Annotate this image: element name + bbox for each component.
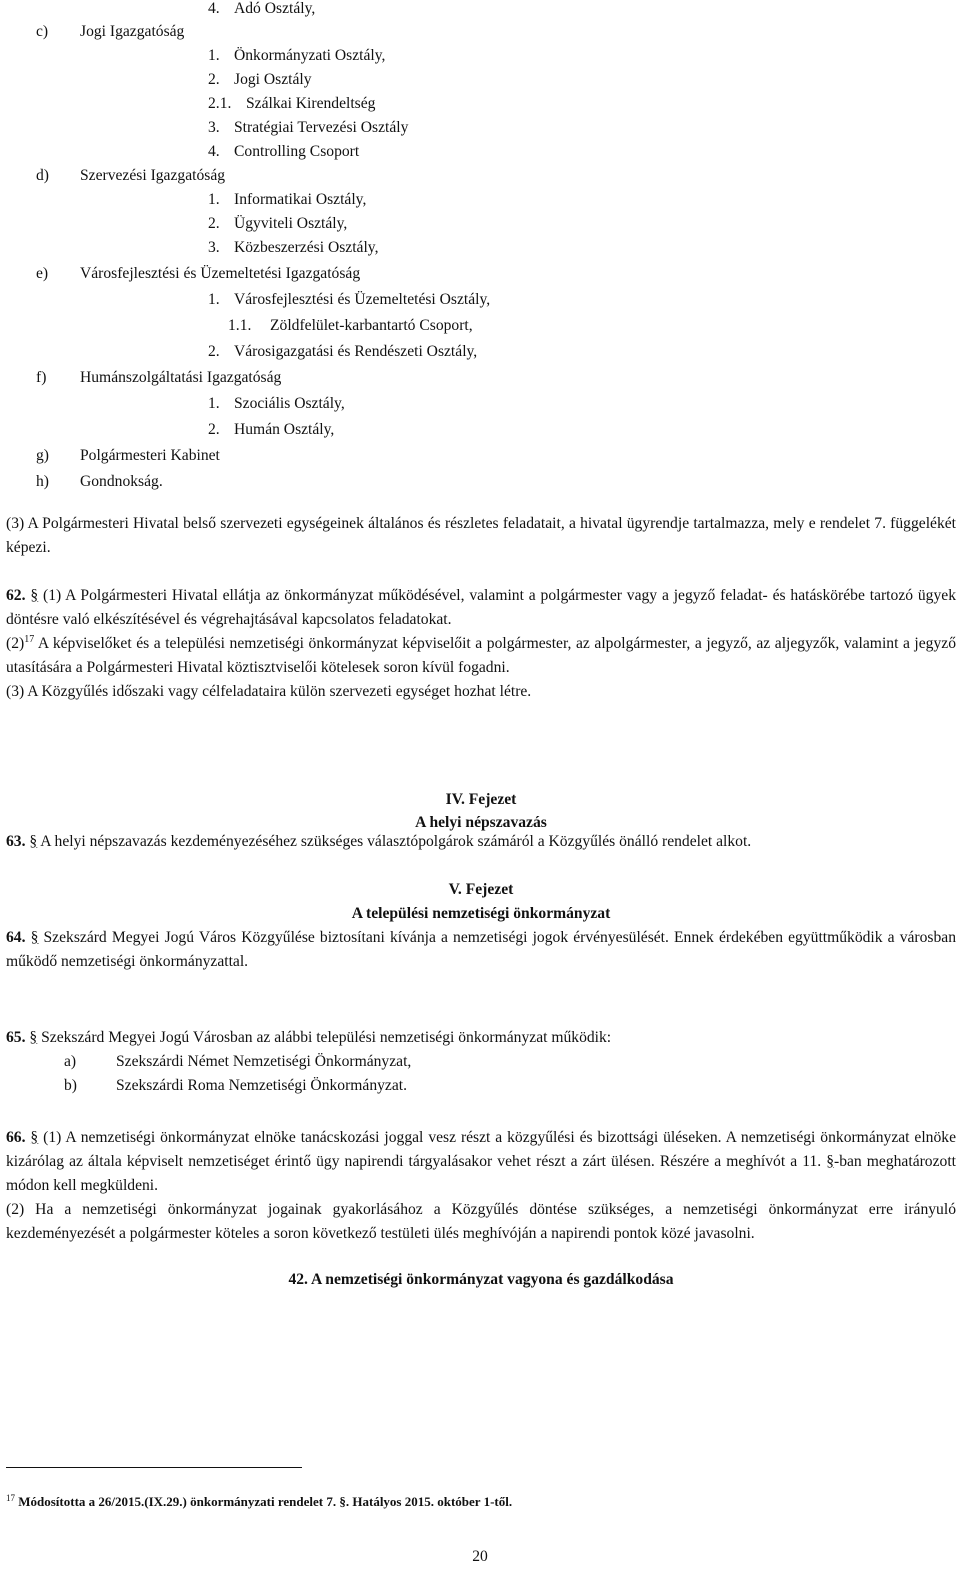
section-sign: § [30, 1129, 39, 1146]
list-item-text: Jogi Igazgatóság [80, 23, 185, 40]
list-num: 1. [208, 291, 220, 308]
list-letter: b) [64, 1077, 77, 1094]
list-num: 1. [208, 395, 220, 412]
chapter-label: IV. Fejezet [445, 791, 517, 808]
list-num: 2. [208, 343, 220, 360]
subsection-heading: 42. A nemzetiségi önkormányzat vagyona és gazdálkodása [288, 1271, 674, 1288]
list-num: 3. [208, 239, 220, 256]
list-item-text: Szociális Osztály, [234, 395, 345, 412]
section-63-text: A helyi népszavazás kezdeményezéséhez szükséges választópolgárok számáról a Közgyűlés önálló rendelet alkot. [37, 833, 752, 850]
paragraph-3: (3) A Polgármesteri Hivatal belső szervezeti egységeinek általános és részletes feladatait, a hivatal ügyrendje tartalmazza, mely e rendelet 7. függelékét képezi. [6, 515, 956, 556]
section-66-paragraph-1: (1) A nemzetiségi önkormányzat elnöke tanácskozási joggal vesz részt a közgyűlési és bizottsági üléseken. A nemzetiségi önkormányzat elnöke kizárólag az általa képviselt nemzetiséget érintő ügy napirendi tárgyalásakor vehet részt a zárt ülésen. Részére a meghívót a 11. [6, 1129, 956, 1170]
section-number: 64. [6, 929, 26, 946]
section-65-text: Szekszárd Megyei Jogú Városban az alábbi települési nemzetiségi önkormányzat működik: [37, 1029, 612, 1046]
list-item-text: Controlling Csoport [234, 143, 360, 160]
list-num: 1.1. [228, 317, 252, 334]
section-sign: § [30, 587, 39, 604]
chapter-title: A települési nemzetiségi önkormányzat [351, 905, 611, 922]
list-item-text: Szervezési Igazgatóság [80, 167, 226, 184]
list-item-text: Városfejlesztési és Üzemeltetési Igazgatóság [80, 265, 361, 282]
list-num: 1. [208, 47, 220, 64]
list-item-text: Szekszárdi Német Nemzetiségi Önkormányzat, [116, 1053, 412, 1070]
list-item-text: Stratégiai Tervezési Osztály [234, 119, 409, 136]
list-letter: e) [36, 265, 49, 282]
footnote-ref[interactable]: 17 [24, 634, 35, 645]
list-num: 4. [208, 143, 220, 160]
footnote-text: Módosította a 26/2015.(IX.29.) önkormányzati rendelet 7. §. Hatályos 2015. október 1-től. [15, 1494, 513, 1509]
footnote-number: 17 [6, 1493, 15, 1503]
list-item-text: Zöldfelület-karbantartó Csoport, [270, 317, 473, 334]
section-66-paragraph-2: (2) Ha a nemzetiségi önkormányzat jogainak gyakorlásához a Közgyűlés döntése szükséges, a nemzetiségi önkormányzat erre irányuló kezdeményezését a polgármester köteles a soron következő testületi ülés meghívóján a napirendi pontok közé javasolni. [6, 1201, 956, 1242]
section-sign-inline: § [826, 1153, 835, 1170]
list-item-text: Városigazgatási és Rendészeti Osztály, [234, 343, 478, 360]
list-item-text: Humán Osztály, [234, 421, 335, 438]
list-letter: g) [36, 447, 49, 464]
list-num: 2. [208, 71, 220, 88]
section-number: 65. [6, 1029, 26, 1046]
list-num: 3. [208, 119, 220, 136]
list-item-text: Szálkai Kirendeltség [246, 95, 376, 112]
list-item-text: Humánszolgáltatási Igazgatóság [80, 369, 282, 386]
section-65 [6, 1026, 956, 1050]
list-item-text: Gondnokság. [80, 473, 163, 490]
list-letter: c) [36, 23, 49, 40]
list-letter: d) [36, 167, 49, 184]
section-64 [6, 926, 956, 974]
list-item-text: Közbeszerzési Osztály, [234, 239, 379, 256]
list-item-text: Önkormányzati Osztály, [234, 47, 386, 64]
list-letter: a) [64, 1053, 77, 1070]
section-number: 66. [6, 1129, 26, 1146]
section-62-paragraph-2: A képviselőket és a települési nemzetiségi önkormányzat képviselőit a polgármester, az alpolgármester, a jegyző, az aljegyzők, valamint a jegyző utasítására a Polgármesteri Hivatal köztisztviselői kötelesek soron kívül fogadni. [6, 635, 956, 676]
list-item-text: Jogi Osztály [234, 71, 312, 88]
paragraph-label: (2) [6, 635, 25, 652]
list-num: 1. [208, 191, 220, 208]
footnote-separator [6, 1467, 302, 1468]
section-66-paragraph-1-end: -ban meghatározott módon kell megküldeni. [6, 1153, 956, 1194]
list-letter: h) [36, 473, 49, 490]
section-64-text: Szekszárd Megyei Jogú Város Közgyűlése biztosítani kívánja a nemzetiségi jogok érvényesülését. Ennek érdekében együttműködik a városban működő nemzetiségi önkormányzattal. [6, 929, 956, 970]
list-num: 2. [208, 215, 220, 232]
page-number: 20 [472, 1548, 488, 1565]
section-number: 62. [6, 587, 26, 604]
section-66 [6, 1126, 956, 1246]
list-letter: f) [36, 369, 47, 386]
footnote [6, 1494, 512, 1510]
section-62-paragraph-3: (3) A Közgyűlés időszaki vagy célfeladataira külön szervezeti egységet hozhat létre. [6, 683, 532, 700]
list-item-text: Szekszárdi Roma Nemzetiségi Önkormányzat. [116, 1077, 407, 1094]
list-item-text: Informatikai Osztály, [234, 191, 367, 208]
list-num: 2.1. [208, 95, 232, 112]
section-sign: § [29, 1029, 38, 1046]
section-number: 63. [6, 833, 26, 850]
list-item-text: Városfejlesztési és Üzemeltetési Osztály, [234, 291, 491, 308]
section-sign: § [29, 833, 38, 850]
section-63 [6, 830, 956, 854]
chapter-title: A helyi népszavazás [415, 814, 547, 831]
section-sign: § [30, 929, 39, 946]
section-62-paragraph-1: (1) A Polgármesteri Hivatal ellátja az önkormányzat működésével, valamint a polgármester vagy a jegyző feladat- és hatáskörébe tartozó ügyek döntésre való elkészítésével és végrehajtásával kapcsolatos feladatokat. [6, 587, 956, 628]
chapter-label: V. Fejezet [448, 881, 514, 898]
list-item-text: Ügyviteli Osztály, [234, 215, 348, 232]
section-62 [6, 584, 956, 704]
list-num: 2. [208, 421, 220, 438]
list-num: 4. [208, 0, 220, 17]
list-item-text: Polgármesteri Kabinet [80, 447, 220, 464]
list-item-text: Adó Osztály, [234, 0, 316, 17]
